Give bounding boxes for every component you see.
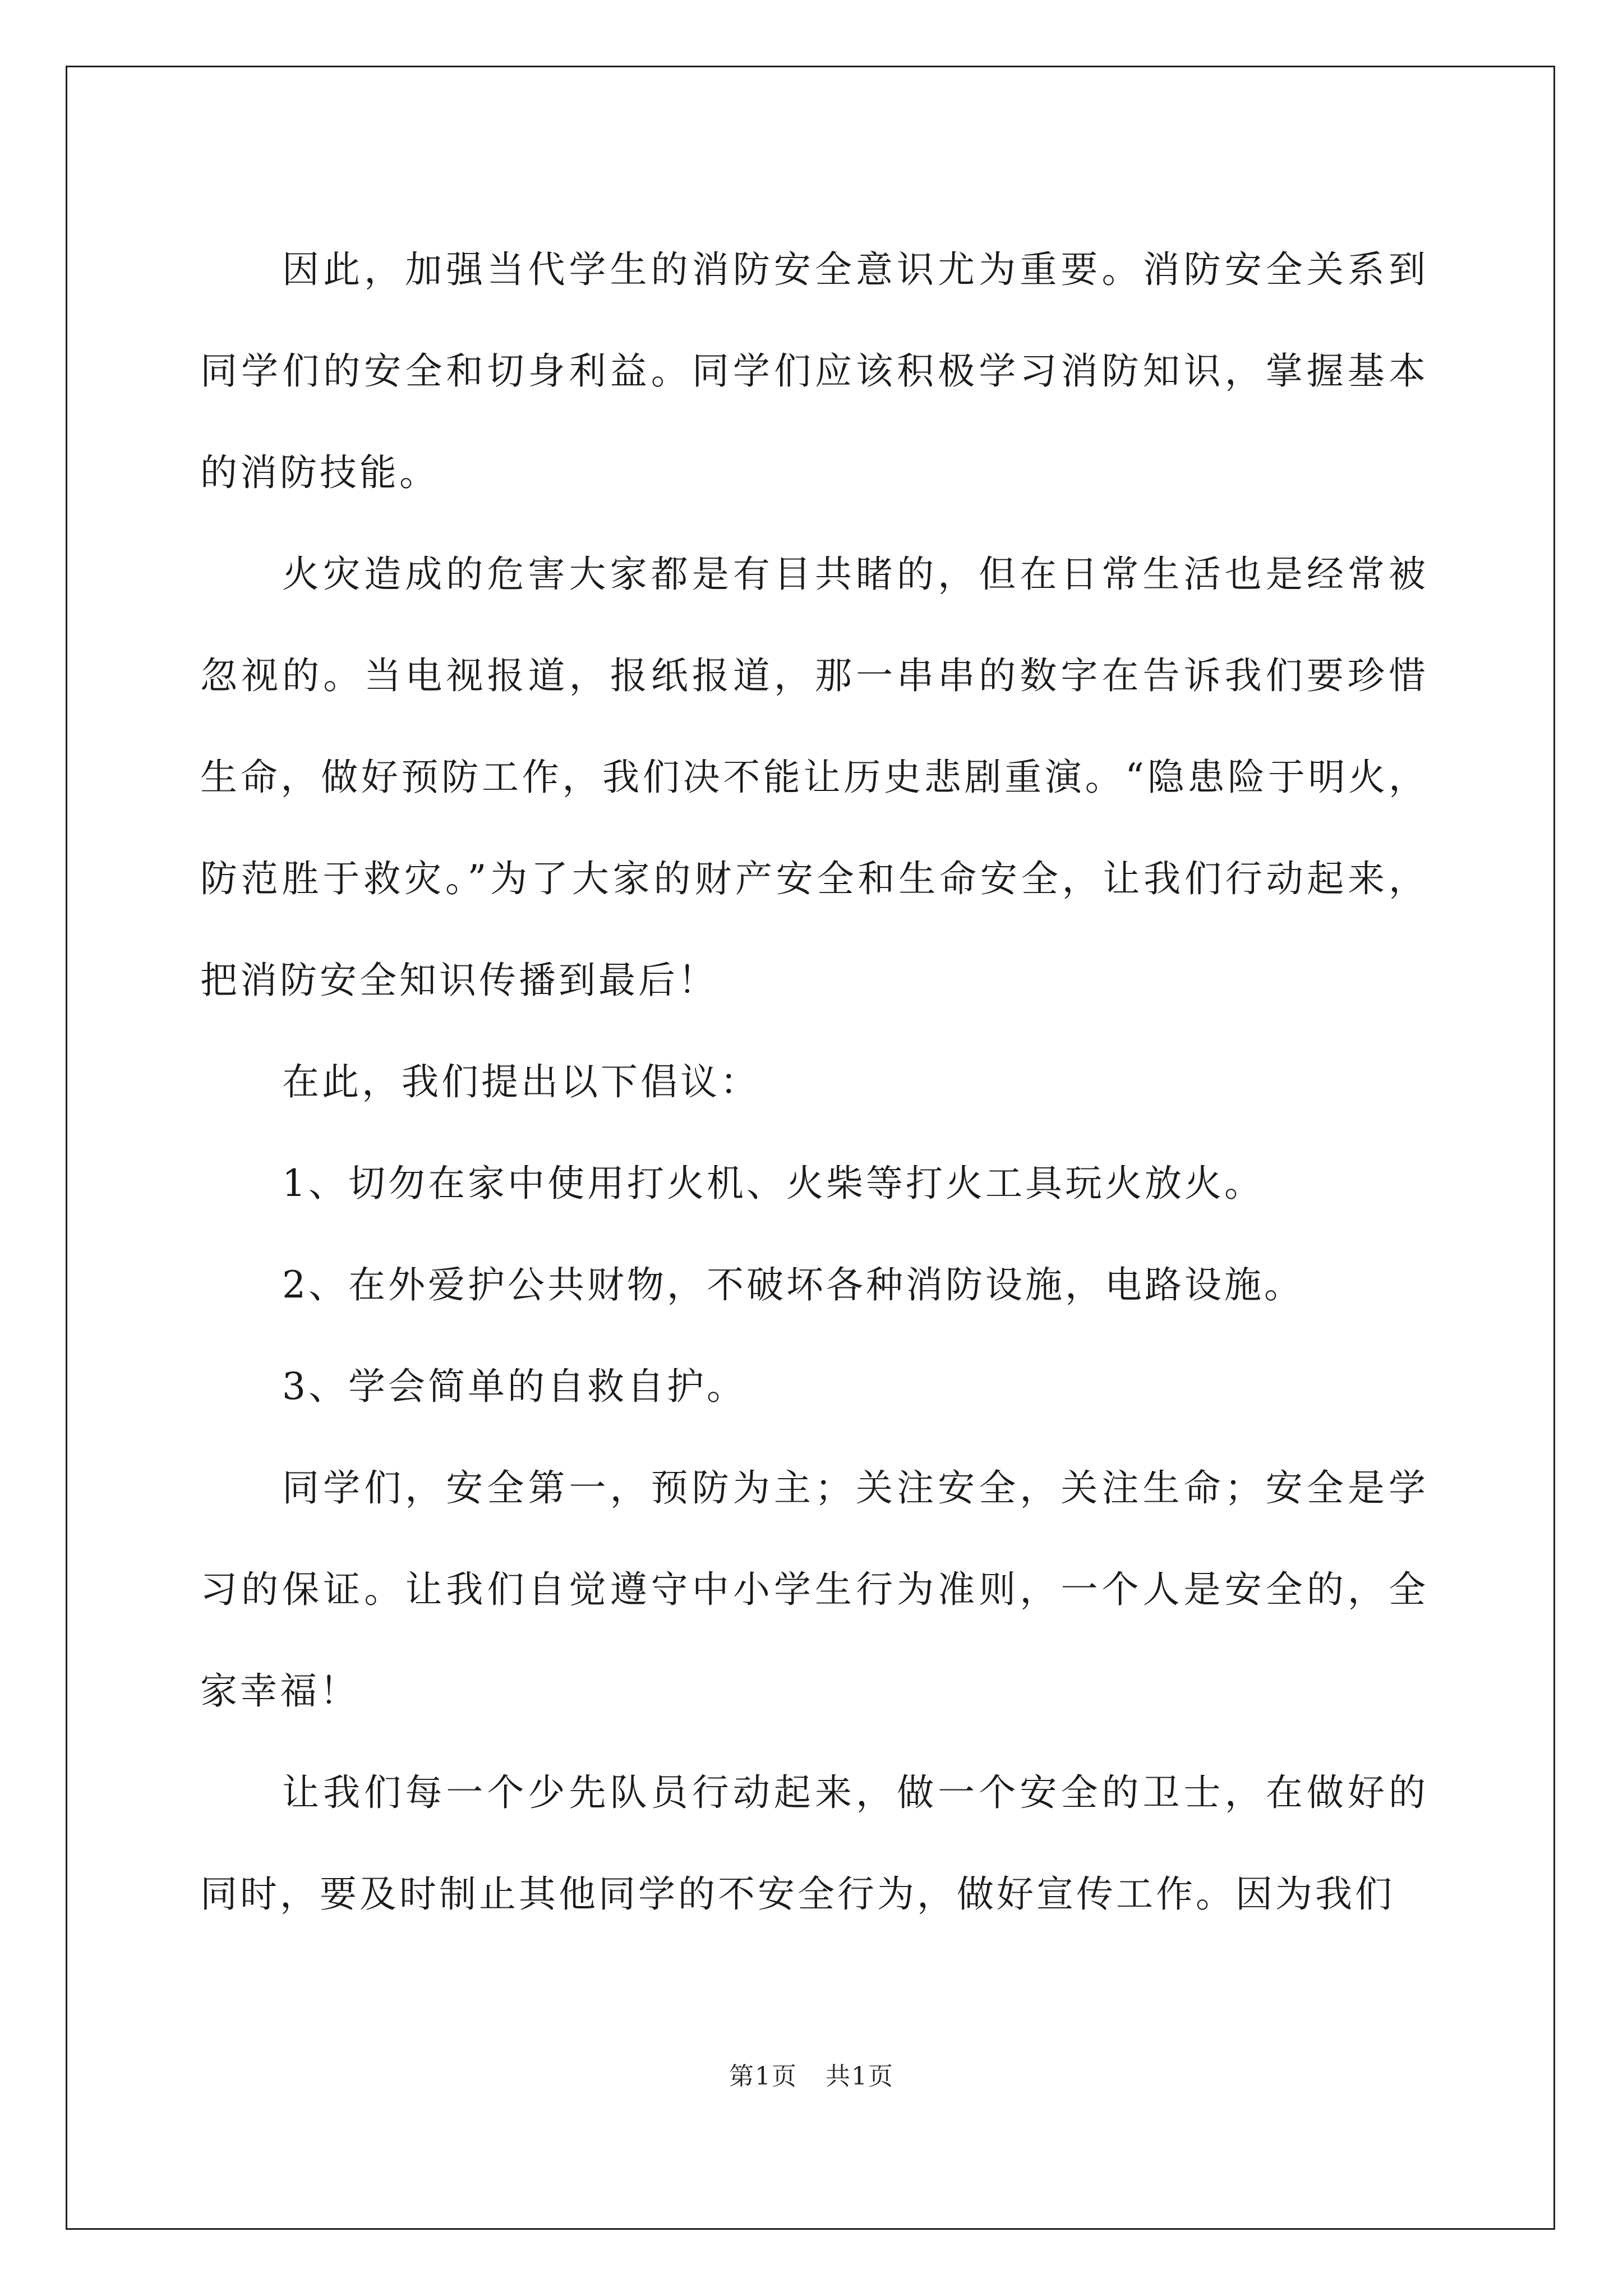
- paragraph: 火灾造成的危害大家都是有目共睹的，但在日常生活也是经常被忽视的。当电视报道，报纸报道，那一串串的数字在告诉我们要珍惜生命，做好预防工作，我们决不能让历史悲剧重演。“隐患险于明火，防范胜于救灾。”为了大家的财产安全和生命安全，让我们行动起来，把消防安全知识传播到最后！: [200, 553, 1428, 1002]
- paragraph: 因此，加强当代学生的消防安全意识尤为重要。消防安全关系到同学们的安全和切身利益。同学们应该积极学习消防知识，掌握基本的消防技能。: [200, 248, 1428, 494]
- page-total: 共1页: [826, 2062, 894, 2091]
- paragraph: 在此，我们提出以下倡议：: [282, 1060, 760, 1103]
- list-item: 1、切勿在家中使用打火机、火柴等打火工具玩火放火。: [282, 1162, 1264, 1205]
- list-item: 2、在外爱护公共财物，不破坏各种消防设施，电路设施。: [282, 1263, 1304, 1306]
- page-footer: [0, 2056, 1623, 2092]
- document-body: [200, 219, 1428, 1945]
- list-item: 3、学会简单的自救自护。: [282, 1365, 746, 1408]
- paragraph: 让我们每一个少先队员行动起来，做一个安全的卫士，在做好的同时，要及时制止其他同学的不安全行为，做好宣传工作。因为我们: [200, 1771, 1428, 1916]
- paragraph: 同学们，安全第一，预防为主；关注安全，关注生命；安全是学习的保证。让我们自觉遵守中小学生行为准则，一个人是安全的，全家幸福！: [200, 1466, 1428, 1713]
- page-number: 第1页: [729, 2062, 797, 2091]
